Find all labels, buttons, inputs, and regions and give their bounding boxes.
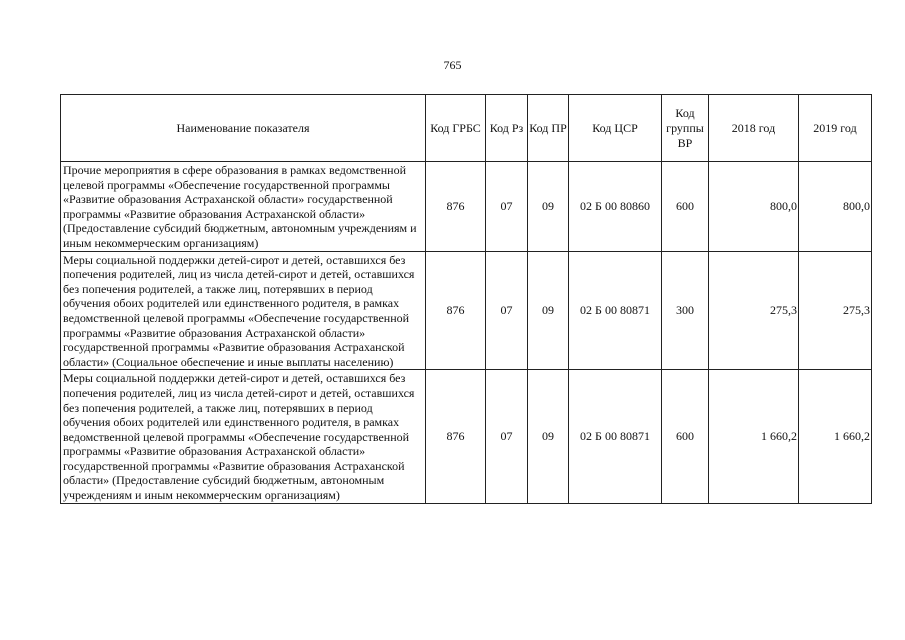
header-csr: Код ЦСР — [569, 95, 662, 162]
header-pr: Код ПР — [528, 95, 569, 162]
row-vr: 300 — [662, 251, 709, 370]
row-grbs: 876 — [426, 251, 486, 370]
page-number: 765 — [443, 58, 462, 72]
table-row — [61, 162, 872, 252]
row-csr: 02 Б 00 80860 — [569, 162, 662, 252]
row-2018: 800,0 — [709, 162, 799, 252]
row-csr: 02 Б 00 80871 — [569, 370, 662, 503]
row-2019: 275,3 — [799, 251, 872, 370]
row-pr: 09 — [528, 162, 569, 252]
row-pr: 09 — [528, 370, 569, 503]
row-2018: 275,3 — [709, 251, 799, 370]
header-2019: 2019 год — [799, 95, 872, 162]
row-vr: 600 — [662, 370, 709, 503]
header-vr: Код группы ВР — [662, 95, 709, 162]
table-row — [61, 370, 872, 503]
budget-table — [60, 94, 872, 504]
row-name: Меры социальной поддержки детей-сирот и детей, оставшихся без попечения родителей, лиц из числа детей-сирот и детей, оставшихся без попечения родителей, а также лиц, потерявших в период обучения обоих родителей или единственного родителя, в рамках ведомственной целевой программы «Обеспечение государственной программы «Развитие образования Астраханской области» государственной программы «Развитие образования Астраханской области» (Социальное обеспечение и иные выплаты населению) — [61, 251, 426, 370]
row-rz: 07 — [486, 162, 528, 252]
row-pr: 09 — [528, 251, 569, 370]
row-2019: 800,0 — [799, 162, 872, 252]
header-2018: 2018 год — [709, 95, 799, 162]
row-rz: 07 — [486, 370, 528, 503]
row-grbs: 876 — [426, 370, 486, 503]
row-2019: 1 660,2 — [799, 370, 872, 503]
row-csr: 02 Б 00 80871 — [569, 251, 662, 370]
row-rz: 07 — [486, 251, 528, 370]
table-header-row — [61, 95, 872, 162]
row-vr: 600 — [662, 162, 709, 252]
row-2018: 1 660,2 — [709, 370, 799, 503]
row-grbs: 876 — [426, 162, 486, 252]
header-rz: Код Рз — [486, 95, 528, 162]
row-name: Прочие мероприятия в сфере образования в рамках ведомственной целевой программы «Обеспечение государственной программы «Развитие образования Астраханской области» государственной программы «Развитие образования Астраханской области» (Предоставление субсидий бюджетным, автономным учреждениям и иным некоммерческим организациям) — [61, 162, 426, 252]
header-name: Наименование показателя — [61, 95, 426, 162]
header-grbs: Код ГРБС — [426, 95, 486, 162]
row-name: Меры социальной поддержки детей-сирот и детей, оставшихся без попечения родителей, лиц из числа детей-сирот и детей, оставшихся без попечения родителей, а также лиц, потерявших в период обучения обоих родителей или единственного родителя, в рамках ведомственной целевой программы «Обеспечение государственной программы «Развитие образования Астраханской области» государственной программы «Развитие образования Астраханской области» (Предоставление субсидий бюджетным, автономным учреждениям и иным некоммерческим организациям) — [61, 370, 426, 503]
table-row — [61, 251, 872, 370]
